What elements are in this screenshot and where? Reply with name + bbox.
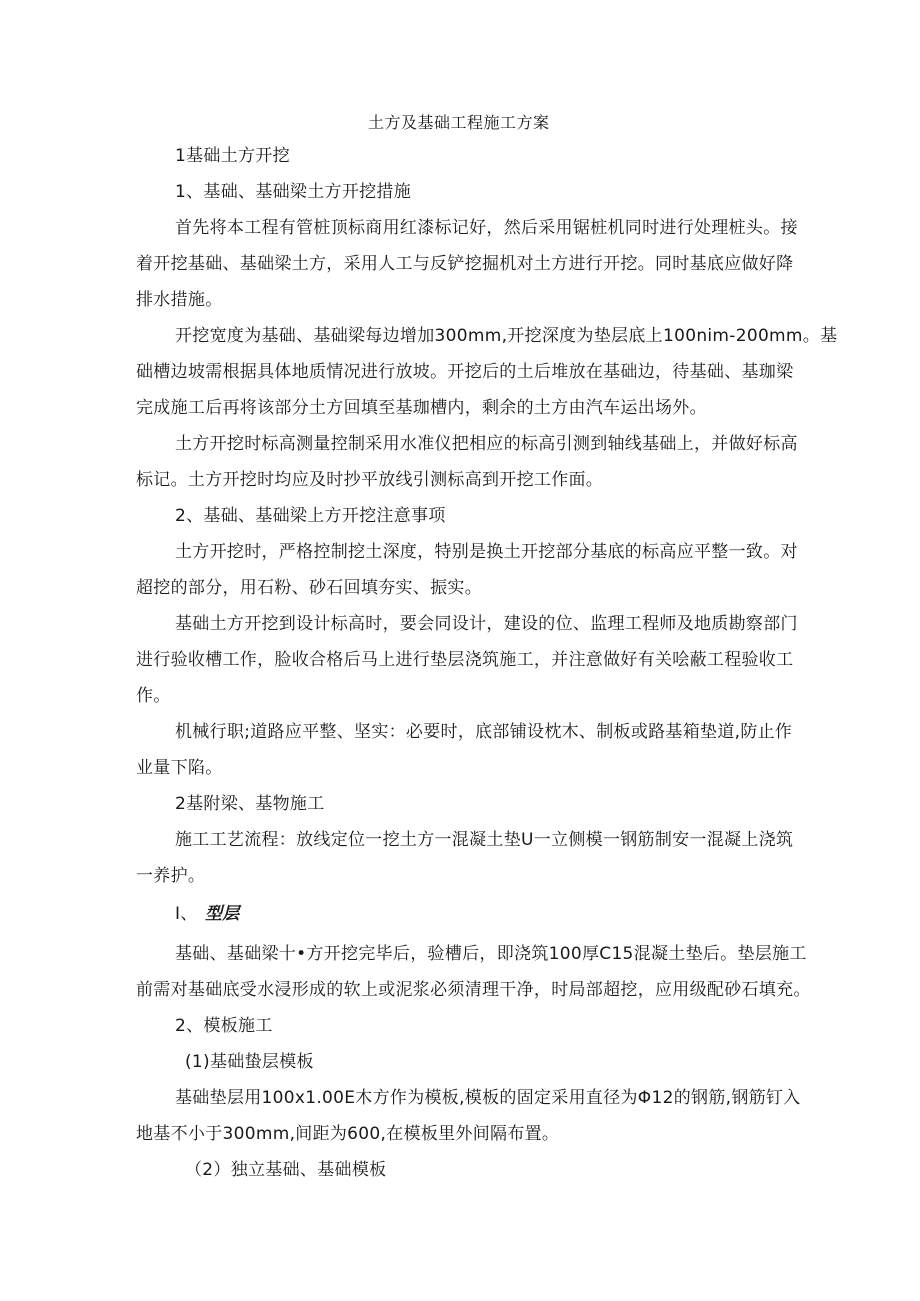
paragraph-line: 基础土方开挖到设计标高时，要会同设计，建设的位、监理工程师及地质勘察部门	[175, 614, 798, 634]
page-title: 土方及基础工程施工方案	[368, 113, 550, 132]
paragraph-line: 进行验收槽工作，脸收合格后马上进行垫层浇筑施工，并注意做好有关哙蔽工程验收工	[136, 650, 794, 670]
subsection-heading: 1、基础、基础梁土方开挖措施	[175, 182, 412, 202]
paragraph-line: 基础垫层用100x1.00E木方作为模板,模板的固定采用直径为Φ12的钢筋,钢筋钉入	[175, 1088, 801, 1108]
section-heading: 2基附梁、基物施工	[175, 794, 325, 814]
paragraph-line: 一养护。	[136, 866, 206, 886]
paragraph-line: 土方开挖时标高测量控制采用水准仪把相应的标高引测到轴线基础上，并做好标高	[175, 434, 798, 454]
paragraph-line: 基础、基础梁十•方开挖完毕后，验槽后，即浇筑100厚C15混凝土垫后。垫层施工	[175, 944, 807, 964]
paragraph-line: 前需对基础底受水浸形成的软上或泥浆必须清理干净，时局部超挖，应用级配砂石填充。	[136, 980, 811, 1000]
paragraph-line: 开挖宽度为基础、基础梁每边增加300mm,开挖深度为垫层底上100nim-200mm。基	[175, 326, 838, 346]
paragraph-line: 作。	[136, 686, 171, 706]
subsection-heading: 2、基础、基础梁上方开挖注意事项	[175, 506, 446, 526]
subsection-heading: 2、模板施工	[175, 1016, 273, 1036]
subsection-heading-italic: 型层	[205, 904, 240, 924]
sub-item-heading: (1)基础蛰层模板	[185, 1052, 314, 1072]
paragraph-line: 施工工艺流程：放线定位一挖土方一混凝土垫U一立侧模一钢筋制安一混凝上浇筑	[175, 830, 794, 850]
subsection-number: I、	[175, 904, 198, 924]
paragraph-line: 机械行职;道路应平整、坚实：必要时，底部铺设枕木、制板或路基箱垫道,防止作	[175, 722, 793, 742]
paragraph-line: 业量下陷。	[136, 758, 223, 778]
paragraph-line: 地基不小于300mm,间距为600,在模板里外间隔布置。	[136, 1124, 560, 1144]
paragraph-line: 排水措施。	[136, 290, 223, 310]
paragraph-line: 标记。土方开挖时均应及时抄平放线引测标高到开挖工作面。	[136, 470, 604, 490]
paragraph-line: 完成施工后再将该部分土方回填至基珈槽内，剩余的土方由汽车运出场外。	[136, 398, 707, 418]
paragraph-line: 着开挖基础、基础梁土方，采用人工与反铲挖掘机对土方进行开挖。同时基底应做好降	[136, 254, 794, 274]
sub-item-heading: （2）独立基础、基础模板	[185, 1160, 387, 1180]
section-heading: 1基础土方开挖	[175, 146, 290, 166]
paragraph-line: 超挖的部分，用石粉、砂石回填夯实、振实。	[136, 578, 482, 598]
paragraph-line: 础槽边坡需根据具体地质情况进行放坡。开挖后的土后堆放在基础边，待基础、基珈梁	[136, 362, 794, 382]
paragraph-line: 土方开挖时，严格控制挖土深度，特别是换土开挖部分基底的标高应平整一致。对	[175, 542, 798, 562]
paragraph-line: 首先将本工程有管桩顶标商用红漆标记好，然后采用锯桩机同时进行处理桩头。接	[175, 218, 798, 238]
